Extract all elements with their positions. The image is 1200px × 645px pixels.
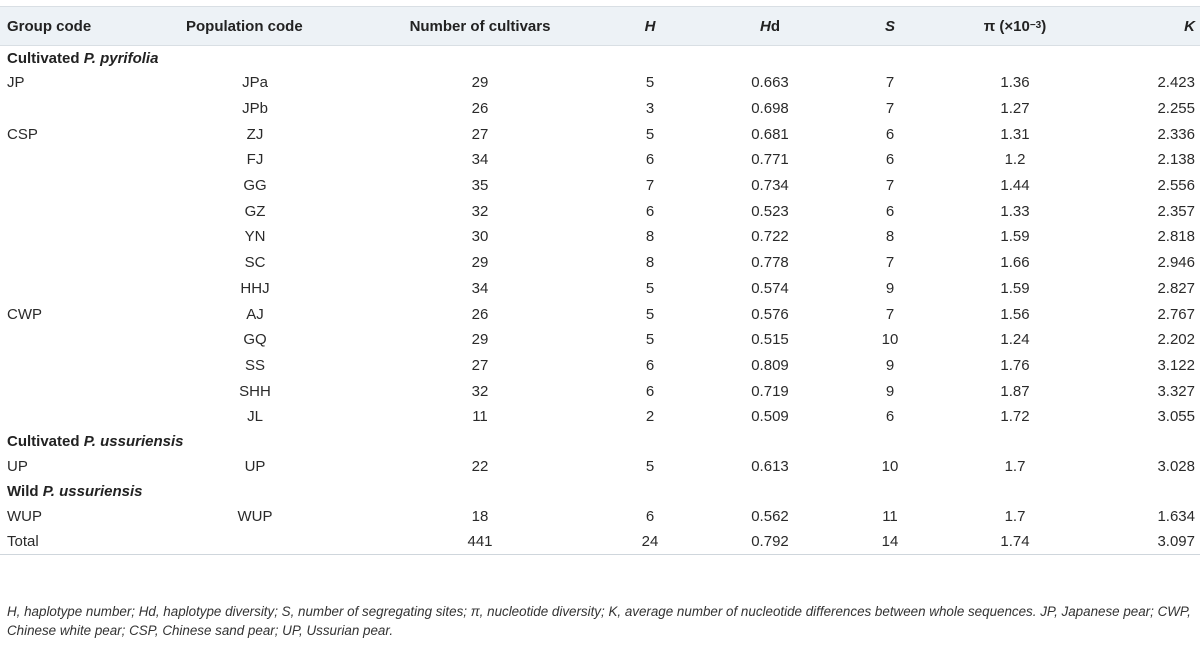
table-row xyxy=(0,353,1200,379)
cell-group-code: CWP xyxy=(7,305,42,323)
cell-h: 2 xyxy=(645,408,655,426)
header-population-code: Population code xyxy=(186,17,303,35)
cell-pi: 1.74 xyxy=(1000,532,1030,550)
cell-s: 6 xyxy=(885,151,895,169)
table-row xyxy=(0,454,1200,480)
cell-k: 2.357 xyxy=(1157,202,1195,220)
cell-k: 3.055 xyxy=(1157,408,1195,426)
section-header-row xyxy=(0,430,1200,454)
cell-s: 6 xyxy=(885,408,895,426)
cell-group-code xyxy=(7,378,177,404)
cell-h: 6 xyxy=(645,382,655,400)
cell-pi: 1.24 xyxy=(1000,331,1030,349)
cell-h: 6 xyxy=(645,507,655,525)
cell-hd: 0.613 xyxy=(751,457,789,475)
table-row xyxy=(0,173,1200,199)
cell-h: 3 xyxy=(645,100,655,118)
section-header-row xyxy=(0,479,1200,503)
header-pi: π (×10 −3 ) xyxy=(983,17,1047,35)
cell-number-of-cultivars: 27 xyxy=(471,356,489,374)
section-title xyxy=(7,430,407,454)
cell-population-code: FJ xyxy=(246,151,264,169)
cell-group-code xyxy=(7,276,177,302)
section-title-prefix: Cultivated xyxy=(7,49,84,67)
cell-group-code xyxy=(7,353,177,379)
table-row-total xyxy=(0,529,1200,555)
cell-pi: 1.59 xyxy=(1000,228,1030,246)
cell-number-of-cultivars: 29 xyxy=(471,331,489,349)
table-row xyxy=(0,70,1200,96)
cell-k: 2.767 xyxy=(1157,305,1195,323)
table-body xyxy=(0,46,1200,555)
header-pi-suffix: ) xyxy=(1041,17,1047,35)
table-row xyxy=(0,327,1200,353)
cell-group-code xyxy=(7,224,177,250)
cell-pi: 1.87 xyxy=(1000,382,1030,400)
cell-group-code xyxy=(7,250,177,276)
header-pi-prefix: π (×10 xyxy=(983,17,1030,35)
cell-k: 2.818 xyxy=(1157,228,1195,246)
header-number-of-cultivars: Number of cultivars xyxy=(409,17,551,35)
cell-k: 2.255 xyxy=(1157,100,1195,118)
cell-s: 6 xyxy=(885,202,895,220)
cell-group-code xyxy=(7,404,177,430)
cell-population-code: JPb xyxy=(242,100,268,118)
cell-population-code: SS xyxy=(244,356,265,374)
table-row xyxy=(0,121,1200,147)
cell-group-code xyxy=(7,173,177,199)
cell-pi: 1.72 xyxy=(1000,408,1030,426)
cell-hd: 0.771 xyxy=(751,151,789,169)
cell-k: 2.946 xyxy=(1157,254,1195,272)
section-title-prefix: Cultivated xyxy=(7,433,84,451)
section-title xyxy=(7,46,407,70)
cell-population-code: SHH xyxy=(239,382,271,400)
cell-h: 5 xyxy=(645,125,655,143)
table-row xyxy=(0,404,1200,430)
cell-k: 2.336 xyxy=(1157,125,1195,143)
cell-hd: 0.778 xyxy=(751,254,789,272)
cell-s: 7 xyxy=(885,254,895,272)
cell-s: 7 xyxy=(885,74,895,92)
cell-hd: 0.734 xyxy=(751,177,789,195)
cell-h: 5 xyxy=(645,279,655,297)
cell-h: 8 xyxy=(645,254,655,272)
cell-population-code: GQ xyxy=(243,331,267,349)
cell-hd: 0.574 xyxy=(751,279,789,297)
cell-number-of-cultivars: 34 xyxy=(471,279,489,297)
table-footnote: H, haplotype number; Hd, haplotype diversity; S, number of segregating sites; π, nucleotide diversity; K, average number of nucleotide differences between whole sequences. JP, Japanese pear; CWP, Chinese white pear; CSP, Chinese sand pear; UP, Ussurian pear. xyxy=(7,604,1191,638)
cell-number-of-cultivars: 35 xyxy=(471,177,489,195)
table-row xyxy=(0,147,1200,173)
table-row xyxy=(0,503,1200,529)
cell-k: 3.028 xyxy=(1157,457,1195,475)
cell-hd: 0.515 xyxy=(751,331,789,349)
cell-h: 6 xyxy=(645,202,655,220)
cell-group-code xyxy=(7,198,177,224)
cell-group-code: CSP xyxy=(7,125,38,143)
cell-number-of-cultivars: 30 xyxy=(471,228,489,246)
header-hd-plain: d xyxy=(770,17,780,35)
cell-h: 8 xyxy=(645,228,655,246)
cell-hd: 0.509 xyxy=(751,408,789,426)
cell-pi: 1.2 xyxy=(1004,151,1026,169)
cell-number-of-cultivars: 26 xyxy=(471,100,489,118)
cell-s: 14 xyxy=(881,532,899,550)
cell-population-code: ZJ xyxy=(246,125,264,143)
cell-population-code: WUP xyxy=(237,507,273,525)
table-row xyxy=(0,96,1200,122)
cell-population-code: SC xyxy=(244,254,266,272)
cell-hd: 0.809 xyxy=(751,356,789,374)
cell-number-of-cultivars: 18 xyxy=(471,507,489,525)
cell-number-of-cultivars: 11 xyxy=(472,408,488,426)
cell-group-code xyxy=(7,327,177,353)
table-row xyxy=(0,224,1200,250)
cell-s: 10 xyxy=(881,457,899,475)
cell-h: 6 xyxy=(645,356,655,374)
cell-k: 2.556 xyxy=(1157,177,1195,195)
cell-number-of-cultivars: 29 xyxy=(471,254,489,272)
cell-hd: 0.722 xyxy=(751,228,789,246)
cell-s: 7 xyxy=(885,177,895,195)
cell-population-code: HHJ xyxy=(240,279,270,297)
header-s: S xyxy=(884,17,895,35)
cell-hd: 0.792 xyxy=(751,532,789,550)
header-h: H xyxy=(644,17,656,35)
cell-pi: 1.76 xyxy=(1000,356,1030,374)
header-k: K xyxy=(1184,17,1195,35)
cell-s: 7 xyxy=(885,100,895,118)
cell-population-code: GZ xyxy=(244,202,266,220)
cell-k: 3.122 xyxy=(1157,356,1195,374)
cell-group-code xyxy=(7,96,177,122)
cell-k: 3.097 xyxy=(1157,532,1195,550)
header-hd xyxy=(720,7,820,45)
cell-group-code: JP xyxy=(7,74,25,92)
cell-group-code: Total xyxy=(7,532,39,550)
cell-group-code xyxy=(7,147,177,173)
cell-number-of-cultivars: 34 xyxy=(471,151,489,169)
cell-hd: 0.719 xyxy=(751,382,789,400)
cell-pi: 1.7 xyxy=(1004,507,1026,525)
cell-hd: 0.681 xyxy=(751,125,789,143)
cell-population-code: AJ xyxy=(246,305,264,323)
cell-number-of-cultivars: 32 xyxy=(471,202,489,220)
cell-pi: 1.36 xyxy=(1000,74,1030,92)
cell-hd: 0.562 xyxy=(751,507,789,525)
cell-pi: 1.56 xyxy=(1000,305,1030,323)
cell-h: 5 xyxy=(645,457,655,475)
cell-pi: 1.66 xyxy=(1000,254,1030,272)
cell-k: 2.138 xyxy=(1157,151,1195,169)
cell-s: 7 xyxy=(885,305,895,323)
header-group-code: Group code xyxy=(7,17,92,35)
cell-k: 1.634 xyxy=(1157,507,1195,525)
cell-pi: 1.7 xyxy=(1004,457,1026,475)
cell-group-code: UP xyxy=(7,457,28,475)
cell-s: 9 xyxy=(885,356,895,374)
cell-number-of-cultivars: 27 xyxy=(471,125,489,143)
cell-population-code: JPa xyxy=(242,74,268,92)
cell-k: 2.423 xyxy=(1157,74,1195,92)
cell-number-of-cultivars: 26 xyxy=(471,305,489,323)
cell-population-code: GG xyxy=(243,177,267,195)
section-title-species: P. ussuriensis xyxy=(42,482,143,500)
header-hd-italic: H xyxy=(759,17,771,35)
table-row xyxy=(0,301,1200,327)
cell-h: 5 xyxy=(645,331,655,349)
cell-pi: 1.27 xyxy=(1000,100,1030,118)
cell-population-code: JL xyxy=(247,408,263,426)
cell-hd: 0.698 xyxy=(751,100,789,118)
table-row xyxy=(0,276,1200,302)
table-header-row xyxy=(0,6,1200,46)
cell-h: 6 xyxy=(645,151,655,169)
cell-s: 6 xyxy=(885,125,895,143)
cell-population-code: YN xyxy=(244,228,266,246)
table-row xyxy=(0,198,1200,224)
cell-pi: 1.31 xyxy=(1000,125,1030,143)
table-row xyxy=(0,250,1200,276)
cell-number-of-cultivars: 29 xyxy=(471,74,489,92)
cell-k: 2.202 xyxy=(1157,331,1195,349)
cell-hd: 0.523 xyxy=(751,202,789,220)
cell-pi: 1.33 xyxy=(1000,202,1030,220)
cell-s: 10 xyxy=(881,331,899,349)
cell-s: 9 xyxy=(885,279,895,297)
cell-h: 24 xyxy=(641,532,659,550)
data-table xyxy=(0,6,1200,555)
cell-hd: 0.663 xyxy=(751,74,789,92)
section-header-row xyxy=(0,46,1200,70)
cell-population-code xyxy=(225,529,285,554)
cell-k: 2.827 xyxy=(1157,279,1195,297)
cell-h: 5 xyxy=(645,305,655,323)
cell-k: 3.327 xyxy=(1157,382,1195,400)
cell-group-code: WUP xyxy=(7,507,42,525)
cell-number-of-cultivars: 22 xyxy=(471,457,489,475)
section-title xyxy=(7,479,407,503)
cell-number-of-cultivars: 32 xyxy=(471,382,489,400)
cell-number-of-cultivars: 441 xyxy=(467,532,493,550)
cell-population-code: UP xyxy=(244,457,266,475)
cell-h: 5 xyxy=(645,74,655,92)
section-title-prefix: Wild xyxy=(7,482,43,500)
cell-s: 8 xyxy=(885,228,895,246)
cell-h: 7 xyxy=(645,177,655,195)
section-title-species: P. pyrifolia xyxy=(83,49,159,67)
section-title-species: P. ussuriensis xyxy=(83,433,184,451)
table-row xyxy=(0,378,1200,404)
cell-s: 11 xyxy=(882,507,898,525)
cell-s: 9 xyxy=(885,382,895,400)
cell-hd: 0.576 xyxy=(751,305,789,323)
cell-pi: 1.59 xyxy=(1000,279,1030,297)
cell-pi: 1.44 xyxy=(1000,177,1030,195)
